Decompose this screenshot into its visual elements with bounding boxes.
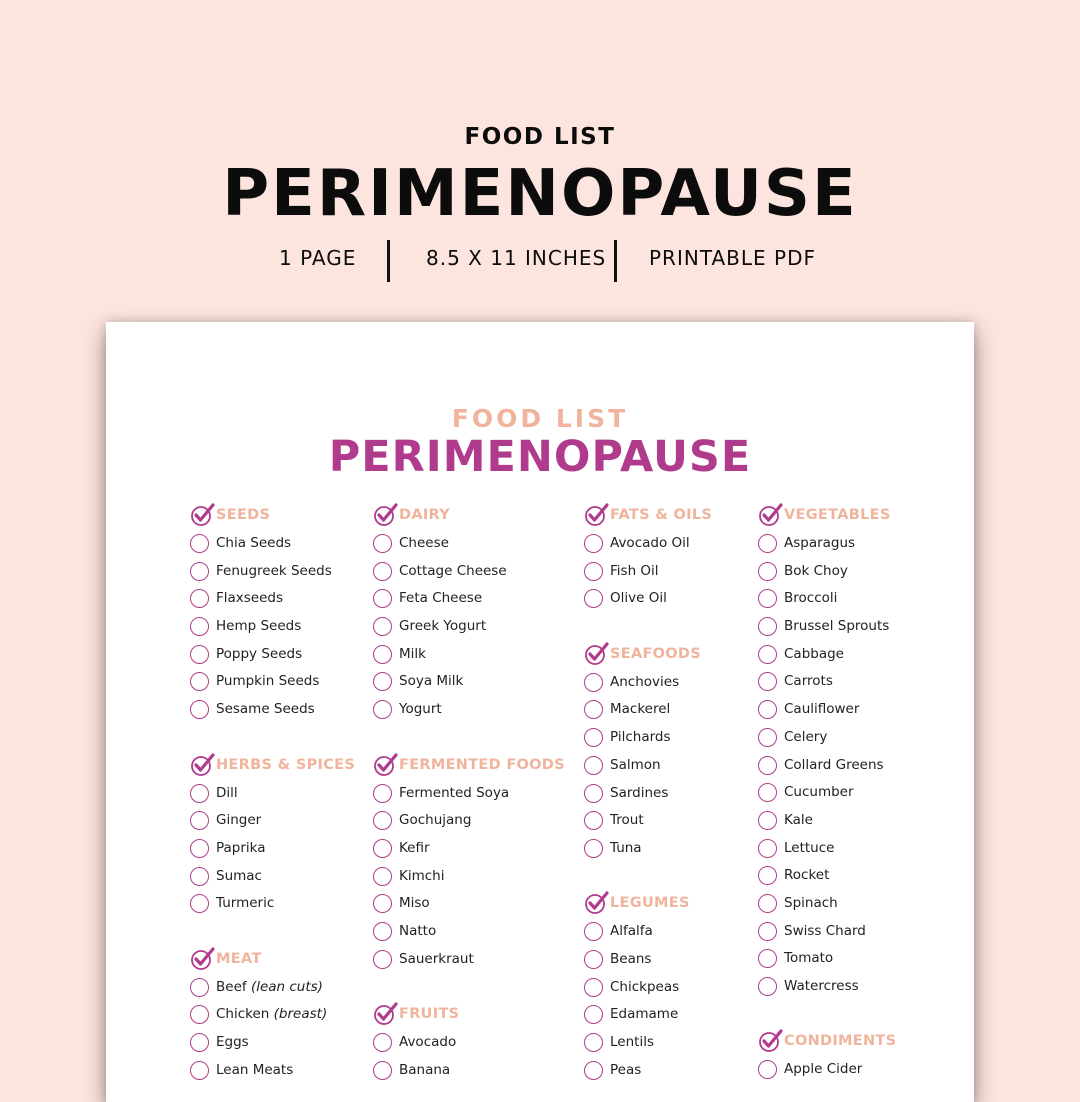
cover-subtitle: FOOD LIST [464, 124, 616, 150]
empty-circle-checkbox-icon[interactable] [584, 700, 603, 719]
empty-circle-checkbox-icon[interactable] [373, 672, 392, 691]
empty-circle-checkbox-icon[interactable] [584, 978, 603, 997]
item-label: Hemp Seeds [216, 618, 302, 635]
empty-circle-checkbox-icon[interactable] [373, 645, 392, 664]
section-title: VEGETABLES [784, 507, 891, 523]
empty-circle-checkbox-icon[interactable] [584, 950, 603, 969]
empty-circle-checkbox-icon[interactable] [373, 894, 392, 913]
item-label: Carrots [784, 673, 833, 690]
item-label: Anchovies [610, 673, 680, 690]
list-item[interactable] [387, 1059, 587, 1087]
food-section [387, 1003, 587, 1086]
item-label: Cottage Cheese [399, 562, 507, 579]
item-label: Chickpeas [610, 978, 680, 995]
empty-circle-checkbox-icon[interactable] [190, 589, 209, 608]
empty-circle-checkbox-icon[interactable] [758, 756, 777, 775]
empty-circle-checkbox-icon[interactable] [584, 922, 603, 941]
section-title: FRUITS [399, 1006, 460, 1022]
section-title: FATS & OILS [610, 507, 713, 523]
section-title: FERMENTED FOODS [399, 756, 565, 773]
empty-circle-checkbox-icon[interactable] [758, 922, 777, 941]
empty-circle-checkbox-icon[interactable] [190, 1061, 209, 1080]
empty-circle-checkbox-icon[interactable] [584, 1033, 603, 1052]
list-item[interactable] [772, 532, 972, 560]
list-item[interactable] [387, 892, 587, 920]
list-item[interactable] [772, 1058, 972, 1086]
item-label: Eggs [216, 1034, 249, 1050]
item-label: Sumac [216, 867, 262, 884]
section-header [772, 1030, 972, 1058]
item-note: (breast) [273, 1006, 328, 1023]
list-item[interactable] [598, 1003, 798, 1031]
food-column [772, 504, 972, 1086]
empty-circle-checkbox-icon[interactable] [758, 839, 777, 858]
empty-circle-checkbox-icon[interactable] [758, 1060, 777, 1079]
empty-circle-checkbox-icon[interactable] [758, 700, 777, 719]
item-label: Pilchards [610, 729, 671, 746]
empty-circle-checkbox-icon[interactable] [190, 978, 209, 997]
checked-circle-icon [190, 502, 216, 528]
item-label: Soya Milk [399, 673, 464, 690]
food-section [387, 504, 587, 726]
food-section [772, 1030, 972, 1086]
list-item[interactable] [387, 837, 587, 865]
checked-circle-icon [758, 502, 784, 528]
item-label: Apple Cider [784, 1061, 863, 1078]
list-item[interactable] [387, 615, 587, 643]
item-label: Salmon [610, 756, 661, 773]
item-label: Swiss Chard [784, 922, 866, 939]
item-label: Fenugreek Seeds [216, 562, 332, 579]
list-item[interactable] [772, 560, 972, 588]
empty-circle-checkbox-icon[interactable] [190, 562, 209, 581]
checked-circle-icon [373, 1001, 399, 1027]
item-label: Avocado [399, 1034, 457, 1050]
empty-circle-checkbox-icon[interactable] [190, 839, 209, 858]
empty-circle-checkbox-icon[interactable] [584, 589, 603, 608]
item-label: Lettuce [784, 839, 835, 856]
empty-circle-checkbox-icon[interactable] [190, 700, 209, 719]
item-label: Yogurt [399, 701, 442, 718]
item-label: Cauliflower [784, 701, 860, 718]
section-header [772, 504, 972, 532]
list-item[interactable] [387, 782, 587, 810]
meta-divider [387, 240, 390, 282]
empty-circle-checkbox-icon[interactable] [373, 811, 392, 830]
item-label: Olive Oil [610, 590, 667, 607]
item-label: Milk [399, 645, 426, 662]
item-label: Natto [399, 922, 437, 939]
checked-circle-icon [584, 641, 610, 667]
empty-circle-checkbox-icon[interactable] [758, 728, 777, 747]
list-item[interactable] [772, 726, 972, 754]
empty-circle-checkbox-icon[interactable] [584, 728, 603, 747]
item-label: Tomato [784, 950, 834, 967]
list-item[interactable] [772, 587, 972, 615]
empty-circle-checkbox-icon[interactable] [373, 922, 392, 941]
sheet-subtitle: FOOD LIST [451, 404, 629, 433]
food-section [772, 504, 972, 1003]
list-item[interactable] [772, 837, 972, 865]
section-title: SEEDS [216, 507, 271, 523]
section-spacer [387, 726, 587, 754]
empty-circle-checkbox-icon[interactable] [373, 867, 392, 886]
empty-circle-checkbox-icon[interactable] [758, 672, 777, 691]
empty-circle-checkbox-icon[interactable] [190, 534, 209, 553]
item-label: Sauerkraut [399, 950, 474, 967]
checked-circle-icon [373, 752, 399, 778]
sheet-title: PERIMENOPAUSE [328, 432, 752, 482]
item-label: Paprika [216, 839, 266, 856]
list-item[interactable] [387, 643, 587, 671]
empty-circle-checkbox-icon[interactable] [758, 894, 777, 913]
list-item[interactable] [387, 865, 587, 893]
list-item[interactable] [387, 948, 587, 976]
checked-circle-icon [584, 502, 610, 528]
item-label: Gochujang [399, 812, 472, 829]
item-label: Edamame [610, 1006, 679, 1023]
list-item[interactable] [772, 698, 972, 726]
meta-size: 8.5 X 11 INCHES [426, 246, 607, 270]
section-title: SEAFOODS [610, 645, 702, 662]
item-label: Banana [399, 1061, 451, 1078]
empty-circle-checkbox-icon[interactable] [584, 784, 603, 803]
list-item[interactable] [772, 892, 972, 920]
empty-circle-checkbox-icon[interactable] [584, 1061, 603, 1080]
empty-circle-checkbox-icon[interactable] [373, 1061, 392, 1080]
item-label: Kale [784, 811, 813, 828]
empty-circle-checkbox-icon[interactable] [758, 866, 777, 885]
list-item[interactable] [204, 976, 404, 1004]
item-label: Cabbage [784, 645, 844, 662]
food-section [204, 754, 404, 920]
item-label: Lentils [610, 1034, 654, 1050]
empty-circle-checkbox-icon[interactable] [190, 672, 209, 691]
empty-circle-checkbox-icon[interactable] [584, 562, 603, 581]
item-label: Brussel Sprouts [784, 618, 890, 635]
list-item[interactable] [387, 809, 587, 837]
item-label: Cheese [399, 535, 449, 551]
empty-circle-checkbox-icon[interactable] [190, 1005, 209, 1024]
list-item[interactable] [387, 1031, 587, 1059]
item-label: Sesame Seeds [216, 701, 315, 718]
empty-circle-checkbox-icon[interactable] [373, 534, 392, 553]
empty-circle-checkbox-icon[interactable] [584, 839, 603, 858]
empty-circle-checkbox-icon[interactable] [373, 784, 392, 803]
empty-circle-checkbox-icon[interactable] [758, 645, 777, 664]
item-label: Flaxseeds [216, 590, 284, 607]
item-label: Mackerel [610, 701, 671, 718]
section-spacer [387, 975, 587, 1003]
list-item[interactable] [387, 587, 587, 615]
item-label: Peas [610, 1061, 642, 1078]
empty-circle-checkbox-icon[interactable] [373, 617, 392, 636]
item-label: Beef (lean cuts) [216, 978, 323, 995]
item-label: Pumpkin Seeds [216, 673, 320, 690]
checked-circle-icon [584, 890, 610, 916]
item-label: Alfalfa [610, 923, 653, 940]
item-label: Beans [610, 950, 652, 967]
empty-circle-checkbox-icon[interactable] [373, 1033, 392, 1052]
section-spacer [204, 726, 404, 754]
empty-circle-checkbox-icon[interactable] [758, 617, 777, 636]
list-item[interactable] [772, 670, 972, 698]
list-item[interactable] [772, 920, 972, 948]
item-label: Poppy Seeds [216, 645, 303, 662]
item-label: Asparagus [784, 535, 856, 551]
list-item[interactable] [772, 809, 972, 837]
empty-circle-checkbox-icon[interactable] [373, 700, 392, 719]
list-item[interactable] [772, 864, 972, 892]
item-label: Broccoli [784, 590, 838, 607]
empty-circle-checkbox-icon[interactable] [584, 811, 603, 830]
item-label: Sardines [610, 784, 669, 801]
checked-circle-icon [758, 1028, 784, 1054]
checked-circle-icon [190, 946, 216, 972]
list-item[interactable] [772, 975, 972, 1003]
item-label: Ginger [216, 812, 262, 829]
empty-circle-checkbox-icon[interactable] [190, 617, 209, 636]
section-title: CONDIMENTS [784, 1033, 897, 1050]
empty-circle-checkbox-icon[interactable] [190, 811, 209, 830]
section-spacer [772, 1003, 972, 1031]
empty-circle-checkbox-icon[interactable] [584, 534, 603, 553]
product-meta-row [0, 240, 1080, 282]
item-label: Avocado Oil [610, 535, 690, 551]
empty-circle-checkbox-icon[interactable] [190, 1033, 209, 1052]
list-item[interactable] [772, 615, 972, 643]
meta-format: PRINTABLE PDF [649, 246, 816, 270]
item-label: Chia Seeds [216, 535, 292, 551]
empty-circle-checkbox-icon[interactable] [584, 1005, 603, 1024]
list-item[interactable] [772, 781, 972, 809]
food-column [387, 504, 587, 1086]
item-label: Kefir [399, 839, 430, 856]
item-label: Miso [399, 895, 430, 912]
item-label: Fermented Soya [399, 784, 510, 801]
meta-divider [614, 240, 617, 282]
list-item[interactable] [772, 754, 972, 782]
empty-circle-checkbox-icon[interactable] [758, 977, 777, 996]
empty-circle-checkbox-icon[interactable] [758, 783, 777, 802]
item-label: Cucumber [784, 784, 854, 801]
printable-sheet-preview [106, 322, 974, 1102]
list-item[interactable] [772, 643, 972, 671]
item-label: Turmeric [216, 895, 275, 912]
checked-circle-icon [190, 752, 216, 778]
section-title: LEGUMES [610, 895, 690, 912]
list-item[interactable] [387, 532, 587, 560]
empty-circle-checkbox-icon[interactable] [758, 589, 777, 608]
empty-circle-checkbox-icon[interactable] [373, 562, 392, 581]
empty-circle-checkbox-icon[interactable] [758, 534, 777, 553]
item-label: Lean Meats [216, 1061, 294, 1078]
list-item[interactable] [772, 947, 972, 975]
cover-title: PERIMENOPAUSE [222, 157, 858, 231]
section-header [387, 504, 587, 532]
item-label: Bok Choy [784, 562, 848, 579]
empty-circle-checkbox-icon[interactable] [584, 673, 603, 692]
section-title: DAIRY [399, 507, 451, 523]
item-note: (lean cuts) [250, 978, 323, 995]
empty-circle-checkbox-icon[interactable] [373, 589, 392, 608]
food-section [387, 754, 587, 976]
item-label: Rocket [784, 867, 830, 884]
empty-circle-checkbox-icon[interactable] [373, 950, 392, 969]
empty-circle-checkbox-icon[interactable] [190, 867, 209, 886]
empty-circle-checkbox-icon[interactable] [758, 562, 777, 581]
item-label: Greek Yogurt [399, 618, 487, 635]
empty-circle-checkbox-icon[interactable] [373, 839, 392, 858]
list-item[interactable] [387, 698, 587, 726]
section-header [387, 1003, 587, 1031]
list-item[interactable] [387, 560, 587, 588]
item-label: Spinach [784, 894, 838, 911]
item-label: Chicken (breast) [216, 1006, 328, 1023]
item-label: Watercress [784, 978, 859, 994]
empty-circle-checkbox-icon[interactable] [190, 784, 209, 803]
item-label: Trout [610, 812, 644, 829]
item-label: Kimchi [399, 867, 445, 884]
section-title: HERBS & SPICES [216, 756, 356, 773]
item-label: Tuna [610, 839, 642, 856]
meta-pages: 1 PAGE [279, 246, 357, 270]
list-item[interactable] [387, 920, 587, 948]
empty-circle-checkbox-icon[interactable] [190, 645, 209, 664]
item-label: Celery [784, 728, 828, 745]
list-item[interactable] [387, 670, 587, 698]
section-title: MEAT [216, 950, 262, 967]
item-label: Dill [216, 784, 238, 801]
item-label: Feta Cheese [399, 590, 483, 607]
empty-circle-checkbox-icon[interactable] [758, 811, 777, 830]
item-label: Fish Oil [610, 562, 659, 579]
section-header [387, 754, 587, 782]
empty-circle-checkbox-icon[interactable] [758, 949, 777, 968]
empty-circle-checkbox-icon[interactable] [190, 894, 209, 913]
empty-circle-checkbox-icon[interactable] [584, 756, 603, 775]
item-label: Collard Greens [784, 756, 884, 773]
checked-circle-icon [373, 502, 399, 528]
